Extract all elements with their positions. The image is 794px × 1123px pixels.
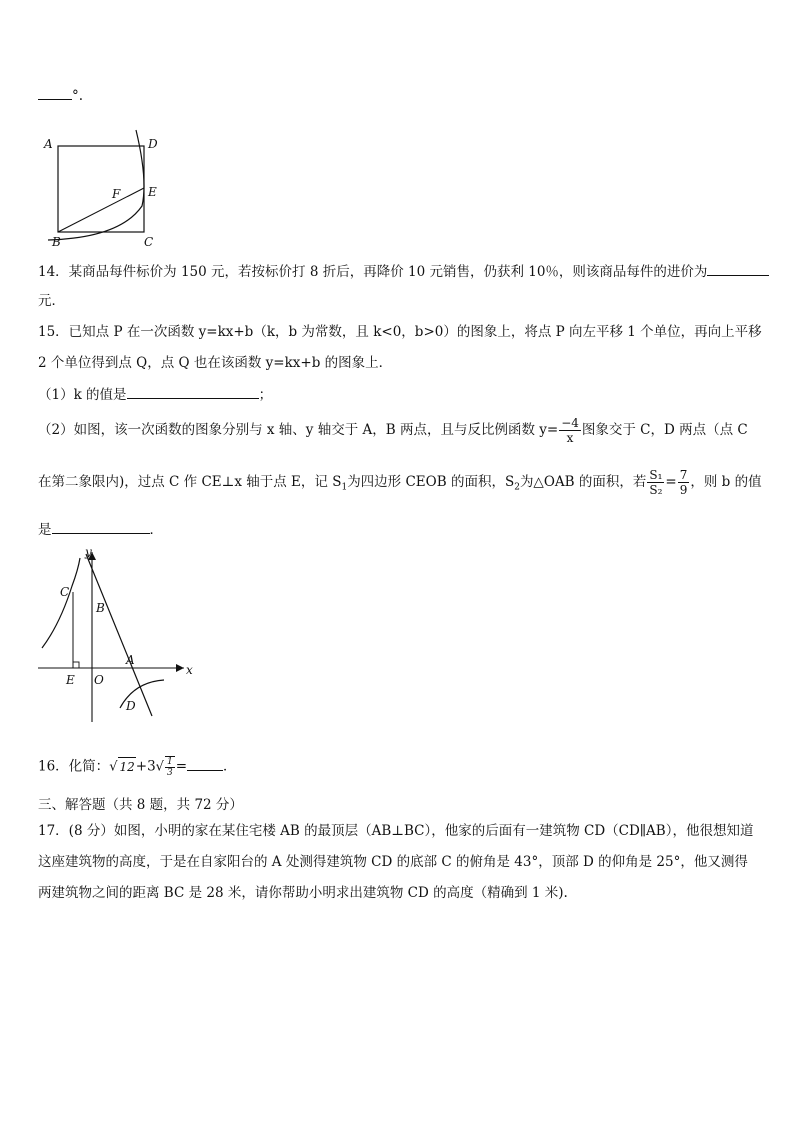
degree-suffix: °. [72,88,84,104]
q16-suffix: ． [223,758,237,775]
question-17-line3: 两建筑物之间的距离 BC 是 28 米，请你帮助小明求出建筑物 CD 的高度（精确到 1 米). [38,885,568,901]
ratio-denominator: S₂ [649,483,663,497]
radicand-denominator: 3 [166,768,173,778]
label-b: B [96,601,105,615]
q16-blank [187,757,223,771]
label-a: A [126,653,135,667]
radicand-12: 12 [118,757,135,776]
radical-sign: √ [109,759,118,775]
label-e: E [66,673,75,687]
question-17-line2: 这座建筑物的高度，于是在自家阳台的 A 处测得建筑物 CD 的底部 C 的俯角是 43°，顶部 D 的仰角是 25°，他又测得 [38,854,748,870]
section-3-title: 三、解答题（共 8 题，共 72 分） [38,797,243,813]
hyperbola-branch-2 [42,558,80,648]
q14-text: 14．某商品每件标价为 150 元，若按标价打 8 折后，再降价 10 元销售，仍获利 10％，则该商品每件的进价为 [38,264,708,280]
q15-line4-prefix: 在第二象限内)，过点 C 作 CE⊥x 轴于点 E，记 S [38,474,342,490]
ratio-value-fraction [678,468,690,497]
label-f: F [112,187,121,201]
q15-line4-mid2: 为△OAB 的面积，若 [519,474,647,490]
question-14 [38,262,769,281]
question-15-part2 [38,416,748,445]
q15-line5-suffix: ． [149,522,163,538]
ratio-value-numerator: 7 [679,468,688,482]
q14-blank [707,262,769,276]
coordinate-figure [34,546,204,726]
linear-function-line [86,554,152,716]
label-c: C [60,585,70,599]
label-e: E [148,185,157,199]
radicand-numerator: 1 [166,757,173,767]
question-16 [38,756,237,778]
radicand-fraction [165,756,175,778]
q15-part1-prefix: （1）k 的值是 [38,387,127,403]
ratio-value-denominator: 9 [679,483,688,497]
frac-denominator: x [566,431,574,445]
square-abcd [58,146,144,232]
x-axis-arrow [176,664,184,672]
question-15-line5 [38,520,163,539]
ratio-equals: = [665,474,677,490]
label-y: y [85,546,92,559]
label-a: A [44,137,53,151]
q15-part2-prefix: （2）如图，该一次函数的图象分别与 x 轴、y 轴交于 A，B 两点，且与反比例函数 y= [38,422,559,438]
label-c: C [144,235,154,249]
q15-line4-mid: 为四边形 CEOB 的面积，S [347,474,515,490]
label-b: B [52,235,61,249]
frac-numerator: −4 [561,416,579,430]
segment-be [58,188,144,232]
radical-sign-2: √ [155,759,164,775]
sub-1: 1 [341,482,348,493]
answer-line-fragment [38,86,83,105]
q16-plus: +3 [135,758,156,775]
label-o: O [94,673,104,687]
q15-part1-suffix: ； [258,387,273,403]
q16-prefix: 16．化简： [38,758,110,775]
question-17-line1: 17．(8 分）如图，小明的家在某住宅楼 AB 的最顶层（AB⊥BC），他家的后面有一建筑物 CD（CD∥AB），他很想知道 [38,823,754,839]
sub-2: 2 [514,482,520,493]
answer-blank [38,86,72,100]
question-14-tail: 元． [38,293,65,309]
right-angle-mark [73,662,79,668]
question-15-part1 [38,385,272,404]
q15-line4-suffix: ，则 b 的值 [690,474,762,490]
q15-part1-blank [127,385,259,399]
label-d: D [126,699,136,713]
question-15-line1: 15．已知点 P 在一次函数 y=kx+b（k，b 为常数，且 k<0，b>0）的图象上，将点 P 向左平移 1 个单位，再向上平移 [38,324,762,340]
question-15-line2: 2 个单位得到点 Q，点 Q 也在该函数 y=kx+b 的图象上． [38,355,393,371]
q15-part2-suffix: 图象交于 C，D 两点（点 C [581,422,748,438]
label-x: x [186,663,193,677]
q16-equals: = [175,758,188,775]
question-15-line4 [38,468,762,497]
label-d: D [148,137,158,151]
square-arc-figure [40,128,170,250]
ratio-numerator: S₁ [649,468,663,482]
inverse-function-fraction [559,416,581,445]
area-ratio-fraction [647,468,664,497]
q15-part2-blank [52,520,150,534]
q15-line5-prefix: 是 [38,522,52,538]
